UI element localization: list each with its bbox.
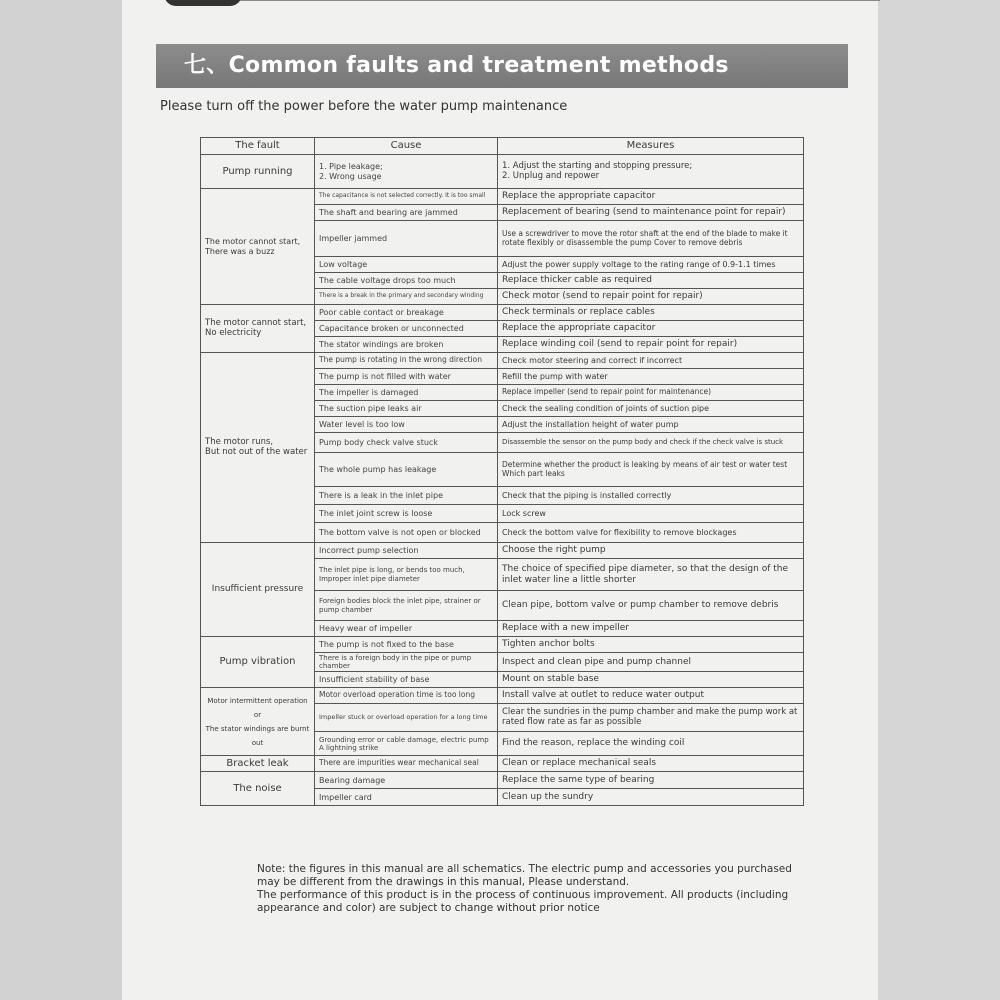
table-header-row	[201, 138, 804, 155]
disclaimer-note: Note: the figures in this manual are all schematics. The electric pump and accessories you purchased may be different from the drawings in this manual, Please understand. The performance of this product is in the process of continuous improvement. All products (including appearance and color) are subject to change without prior notice	[257, 863, 792, 915]
cause-cell: There are impurities wear mechanical seal	[315, 756, 498, 772]
measure-cell: Inspect and clean pipe and pump channel	[498, 653, 804, 672]
measure-cell: Find the reason, replace the winding coil	[498, 732, 804, 756]
cause-cell: The suction pipe leaks air	[315, 401, 498, 417]
measure-cell: Replace impeller (send to repair point for maintenance)	[498, 385, 804, 401]
table-row	[201, 756, 804, 772]
cause-cell: The inlet joint screw is loose	[315, 505, 498, 523]
measure-cell: Replace thicker cable as required	[498, 273, 804, 289]
measure-cell: Clear the sundries in the pump chamber and make the pump work at rated flow rate as far as possible	[498, 704, 804, 732]
cause-cell: Grounding error or cable damage, electric pump A lightning strike	[315, 732, 498, 756]
table-row	[201, 772, 804, 789]
faults-table	[200, 137, 804, 806]
cause-cell: The inlet pipe is long, or bends too much, Improper inlet pipe diameter	[315, 559, 498, 591]
measure-cell: Check motor steering and correct if incorrect	[498, 353, 804, 369]
measure-cell: Mount on stable base	[498, 672, 804, 688]
column-header-cause: Cause	[315, 138, 498, 155]
measure-cell: Use a screwdriver to move the rotor shaft at the end of the blade to make it rotate flexibly or disassemble the pump Cover to remove debris	[498, 221, 804, 257]
cause-cell: The pump is not filled with water	[315, 369, 498, 385]
fault-cell: The motor cannot start, No electricity	[201, 305, 315, 353]
top-divider	[240, 0, 880, 1]
measure-cell: Refill the pump with water	[498, 369, 804, 385]
cause-cell: There is a break in the primary and secondary winding	[315, 289, 498, 305]
cause-cell: Impeller jammed	[315, 221, 498, 257]
cause-cell: Pump body check valve stuck	[315, 433, 498, 453]
measure-cell: Install valve at outlet to reduce water output	[498, 688, 804, 704]
cause-cell: Heavy wear of impeller	[315, 621, 498, 637]
cause-cell: Water level is too low	[315, 417, 498, 433]
cause-cell: Incorrect pump selection	[315, 543, 498, 559]
cause-cell: Low voltage	[315, 257, 498, 273]
measure-cell: Lock screw	[498, 505, 804, 523]
fault-cell: The motor cannot start, There was a buzz	[201, 189, 315, 305]
measure-cell: Check that the piping is installed correctly	[498, 487, 804, 505]
table-row	[201, 688, 804, 704]
measure-cell: Replace the appropriate capacitor	[498, 189, 804, 205]
cause-cell: The impeller is damaged	[315, 385, 498, 401]
cause-cell: There is a leak in the inlet pipe	[315, 487, 498, 505]
measure-cell: Check the sealing condition of joints of suction pipe	[498, 401, 804, 417]
measure-cell: Clean up the sundry	[498, 789, 804, 806]
fault-cell: Pump vibration	[201, 637, 315, 688]
background-right	[878, 0, 1000, 1000]
fault-cell: Pump running	[201, 155, 315, 189]
cause-cell: Foreign bodies block the inlet pipe, strainer or pump chamber	[315, 591, 498, 621]
column-header-fault: The fault	[201, 138, 315, 155]
measure-cell: Clean or replace mechanical seals	[498, 756, 804, 772]
measure-cell: The choice of specified pipe diameter, so that the design of the inlet water line a little shorter	[498, 559, 804, 591]
cause-cell: The bottom valve is not open or blocked	[315, 523, 498, 543]
cause-cell: Impeller card	[315, 789, 498, 806]
fault-cell: Bracket leak	[201, 756, 315, 772]
measure-cell: Check motor (send to repair point for repair)	[498, 289, 804, 305]
cause-cell: Capacitance broken or unconnected	[315, 321, 498, 337]
cause-cell: The whole pump has leakage	[315, 453, 498, 487]
fault-cell: The noise	[201, 772, 315, 806]
measure-cell: Replacement of bearing (send to maintenance point for repair)	[498, 205, 804, 221]
table-row	[201, 543, 804, 559]
cause-cell: The pump is not fixed to the base	[315, 637, 498, 653]
measure-cell: Adjust the installation height of water pump	[498, 417, 804, 433]
measure-cell: Adjust the power supply voltage to the rating range of 0.9-1.1 times	[498, 257, 804, 273]
table-row	[201, 353, 804, 369]
background-left	[0, 0, 122, 1000]
measure-cell: Tighten anchor bolts	[498, 637, 804, 653]
measure-cell: Replace the appropriate capacitor	[498, 321, 804, 337]
cause-cell: The stator windings are broken	[315, 337, 498, 353]
measure-cell: Choose the right pump	[498, 543, 804, 559]
table-row	[201, 637, 804, 653]
column-header-measures: Measures	[498, 138, 804, 155]
measure-cell: Check terminals or replace cables	[498, 305, 804, 321]
cause-cell: Impeller stuck or overload operation for a long time	[315, 704, 498, 732]
cause-cell: Motor overload operation time is too long	[315, 688, 498, 704]
table-row	[201, 155, 804, 189]
cause-cell: The capacitance is not selected correctly. It is too small	[315, 189, 498, 205]
logo-fragment	[164, 0, 242, 6]
measure-cell: Check the bottom valve for flexibility to remove blockages	[498, 523, 804, 543]
cause-cell: 1. Pipe leakage; 2. Wrong usage	[315, 155, 498, 189]
cause-cell: Insufficient stability of base	[315, 672, 498, 688]
section-title: 七、Common faults and treatment methods	[156, 44, 848, 88]
measure-cell: Determine whether the product is leaking by means of air test or water test Which part leaks	[498, 453, 804, 487]
fault-cell: Insufficient pressure	[201, 543, 315, 637]
table-row	[201, 189, 804, 205]
table-row	[201, 305, 804, 321]
cause-cell: The pump is rotating in the wrong direction	[315, 353, 498, 369]
measure-cell: Replace with a new impeller	[498, 621, 804, 637]
measure-cell: Replace the same type of bearing	[498, 772, 804, 789]
cause-cell: Bearing damage	[315, 772, 498, 789]
cause-cell: The shaft and bearing are jammed	[315, 205, 498, 221]
measure-cell: 1. Adjust the starting and stopping pressure; 2. Unplug and repower	[498, 155, 804, 189]
cause-cell: The cable voltage drops too much	[315, 273, 498, 289]
maintenance-warning: Please turn off the power before the water pump maintenance	[160, 99, 568, 114]
measure-cell: Replace winding coil (send to repair point for repair)	[498, 337, 804, 353]
fault-cell: The motor runs, But not out of the water	[201, 353, 315, 543]
fault-cell: Motor intermittent operation or The stator windings are burnt out	[201, 688, 315, 756]
manual-page	[122, 0, 878, 1000]
measure-cell: Clean pipe, bottom valve or pump chamber to remove debris	[498, 591, 804, 621]
cause-cell: Poor cable contact or breakage	[315, 305, 498, 321]
cause-cell: There is a foreign body in the pipe or pump chamber	[315, 653, 498, 672]
measure-cell: Disassemble the sensor on the pump body and check if the check valve is stuck	[498, 433, 804, 453]
